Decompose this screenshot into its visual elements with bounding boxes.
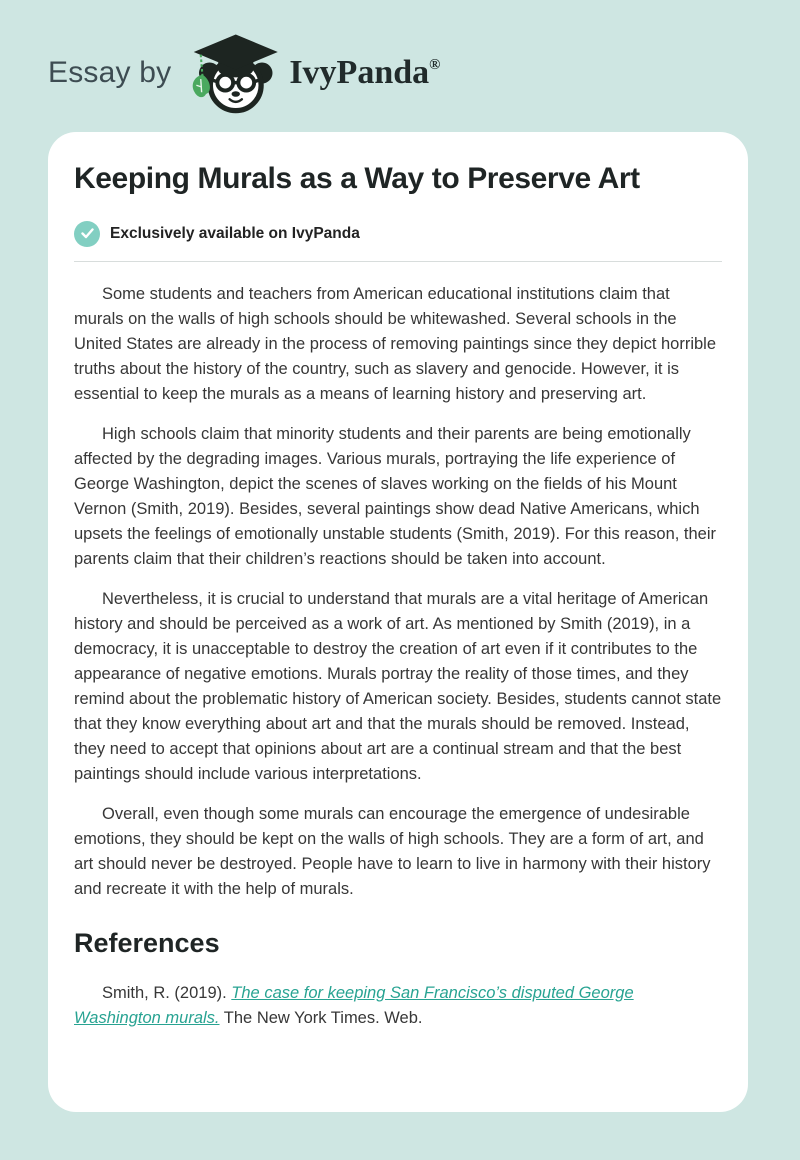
reference-entry [74, 981, 722, 1031]
brand-name: IvyPanda [289, 54, 430, 91]
reference-prefix: Smith, R. (2019). [102, 983, 232, 1002]
essay-title: Keeping Murals as a Way to Preserve Art [74, 162, 640, 195]
divider [74, 261, 722, 262]
reference-suffix: The New York Times. Web. [219, 1008, 423, 1027]
exclusive-badge-label: Exclusively available on IvyPanda [110, 224, 360, 242]
brand-wordmark[interactable] [289, 54, 440, 92]
essay-body [74, 282, 722, 902]
ivypanda-panda-logo-icon[interactable] [187, 31, 281, 115]
exclusive-badge [74, 221, 722, 247]
essay-by-label: Essay by [48, 56, 172, 89]
site-header [0, 0, 800, 118]
essay-paragraph-2: High schools claim that minority students and their parents are being emotionally affected by the degrading images. Various murals, portraying the life experience of George Washington, depict the scenes of slaves working on the fields of his Mount Vernon (Smith, 2019). Besides, several paintings show dead Native Americans, which upsets the feelings of emotionally unstable students (Smith, 2019). For this reason, their parents claim that their children’s reactions should be taken into account. [74, 424, 717, 568]
essay-paragraph-1: Some students and teachers from American educational institutions claim that murals on the walls of high schools should be whitewashed. Several schools in the United States are already in the process of removing paintings since they depict horrible truths about the history of the country, such as slavery and genocide. However, it is essential to keep the murals as a means of learning history and preserving art. [74, 284, 717, 403]
check-icon [74, 221, 100, 247]
reference-link[interactable]: The case for keeping San Francisco’s disputed George Washington murals. [74, 983, 634, 1027]
essay-paragraph-4: Overall, even though some murals can encourage the emergence of undesirable emotions, they should be kept on the walls of high schools. They are a form of art, and art should never be destroyed. People have to learn to live in harmony with their history and recreate it with the help of murals. [74, 804, 711, 898]
essay-paragraph-3: Nevertheless, it is crucial to understand that murals are a vital heritage of American history and should be perceived as a work of art. As mentioned by Smith (2019), in a democracy, it is unacceptable to destroy the creation of art even if it contributes to the appearance of negative emotions. Murals portray the reality of those times, and they remind about the problematic history of American society. Besides, students cannot state that they know everything about art and that the murals should be removed. Instead, they need to accept that opinions about art are a continual stream and that the best paintings should include various interpretations. [74, 589, 722, 783]
references-heading: References [74, 927, 220, 958]
registered-mark: ® [429, 57, 441, 73]
essay-card [48, 132, 748, 1112]
